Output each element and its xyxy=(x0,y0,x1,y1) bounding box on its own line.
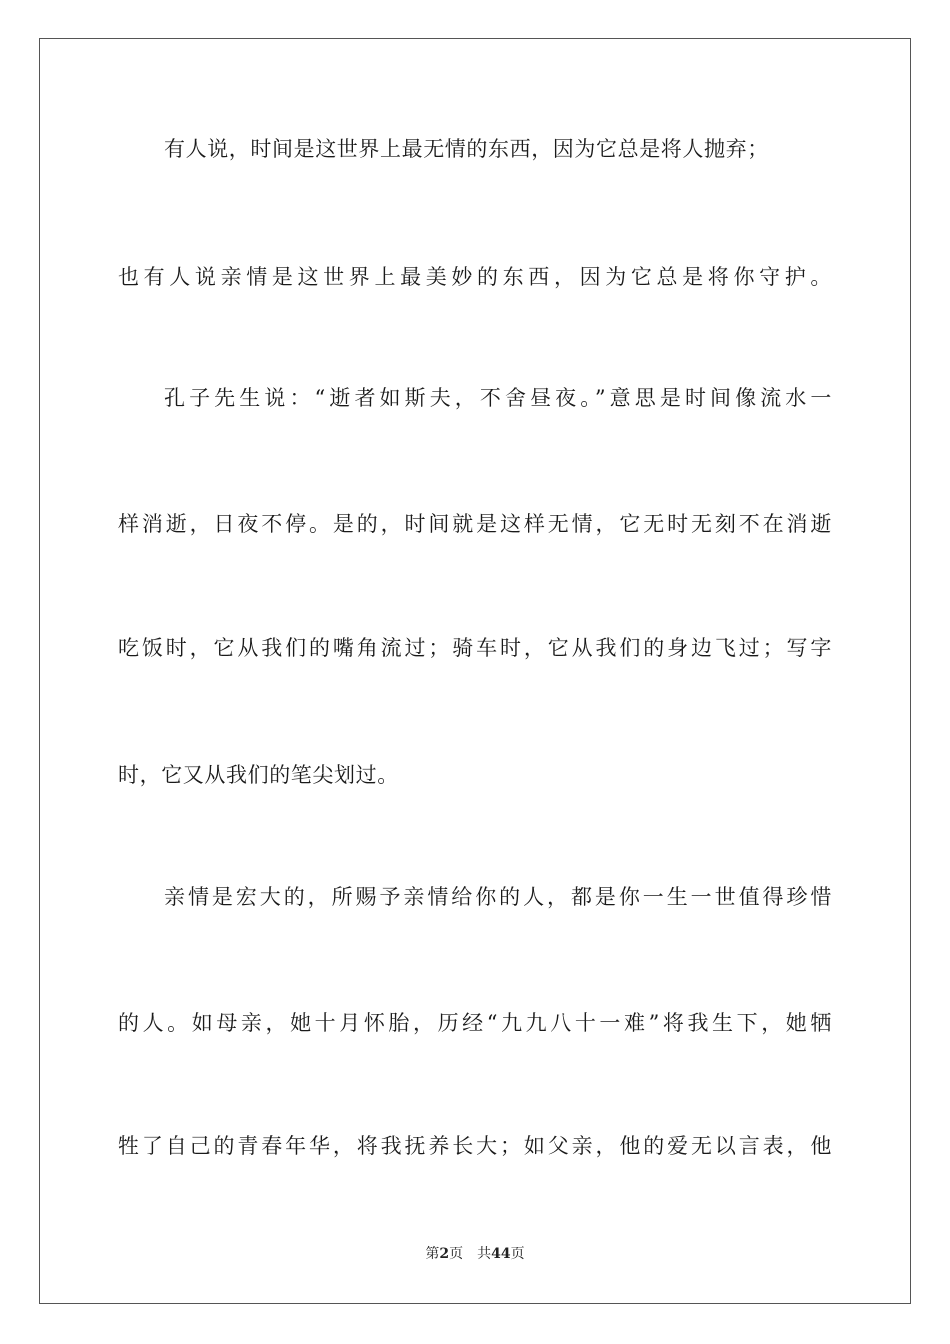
text-line-2: 也有人说亲情是这世界上最美妙的东西，因为它总是将你守护。 xyxy=(118,265,832,289)
page-prefix: 第 xyxy=(425,1246,440,1262)
text-line-9: 牲了自己的青春年华，将我抚养长大；如父亲，他的爱无以言表，他 xyxy=(118,1134,832,1158)
page-number: 2 xyxy=(439,1246,450,1262)
text-line-6: 时，它又从我们的笔尖划过。 xyxy=(118,763,399,787)
page-unit: 页 xyxy=(449,1246,464,1262)
text-line-4: 样消逝，日夜不停。是的，时间就是这样无情，它无时无刻不在消逝 xyxy=(118,512,832,536)
total-prefix: 共 xyxy=(477,1246,492,1262)
text-line-7: 亲情是宏大的，所赐予亲情给你的人，都是你一生一世值得珍惜 xyxy=(164,885,832,909)
text-line-1: 有人说，时间是这世界上最无情的东西，因为它总是将人抛弃； xyxy=(164,137,769,161)
total-unit: 页 xyxy=(510,1246,525,1262)
page-footer xyxy=(0,1244,950,1264)
page-border xyxy=(39,38,911,1304)
text-line-5: 吃饭时，它从我们的嘴角流过；骑车时，它从我们的身边飞过；写字 xyxy=(118,636,832,660)
text-line-8: 的人。如母亲，她十月怀胎，历经“九九八十一难”将我生下，她牺 xyxy=(118,1011,832,1035)
total-pages: 44 xyxy=(491,1246,511,1262)
text-line-3: 孔子先生说：“逝者如斯夫，不舍昼夜。”意思是时间像流水一 xyxy=(164,386,832,410)
